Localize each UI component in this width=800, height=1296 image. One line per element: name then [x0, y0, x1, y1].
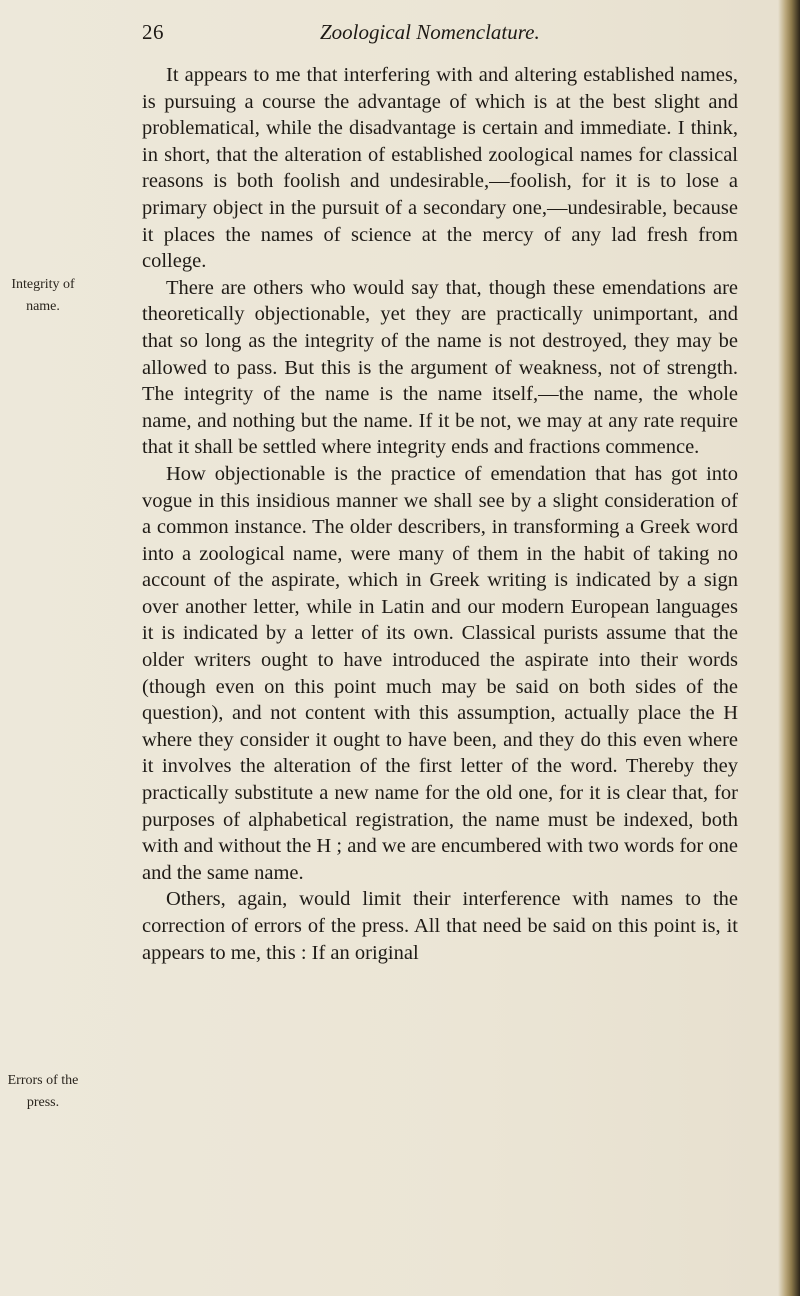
- sidenote-integrity-of-name: Integrity of name.: [11, 277, 75, 314]
- sidenote-errors-of-the-press: Errors of the press.: [7, 1073, 79, 1110]
- paragraph: There are others who would say that, though these emendations are theoretically objectionable, yet they are practically unimportant, and that so long as the integrity of the name is not destroyed, they may be allowed to pass. But this is the argument of weakness, not of strength. The integrity of the name is the name itself,—the name, the whole name, and nothing but the name. If it be not, we may at any rate require that it shall be settled where integrity ends and fractions commence.: [142, 276, 738, 459]
- paragraph: It appears to me that interfering with and altering established names, is pursuing a course the advantage of which is at the best slight and problematical, while the disadvantage is certain and immediate. I think, in short, that the alteration of established zoological names for classical reasons is both foolish and undesirable,—foolish, for it is to lose a primary object in the pursuit of a secondary one,—undesirable, because it places the names of science at the mercy of any lad fresh from college.: [142, 64, 738, 273]
- paragraph: Others, again, would limit their interference with names to the correction of errors of the press. All that need be said on this point is, it appears to me, this : If an original: [142, 888, 738, 964]
- running-title: Zoological Nomenclature.: [320, 20, 540, 44]
- page-header: [142, 20, 742, 52]
- paragraph: How objectionable is the practice of emendation that has got into vogue in this insidious manner we shall see by a slight consideration of a common instance. The older describers, in transforming a Greek word into a zoological name, were many of them in the habit of taking no account of the aspirate, which in Greek writing is indicated by a sign over another letter, while in Latin and our modern European languages it is indicated by a letter of its own. Classical purists assume that the older writers ought to have introduced the aspirate into their words (though even on this point much may be said on both sides of the question), and not content with this assumption, actually place the H where they consider it ought to have been, and they do this even where it involves the alteration of the first letter of the word. Thereby they practically substitute a new name for the old one, for it is clear that, for purposes of alphabetical registration, the name must be indexed, both with and without the H ; and we are encumbered with two words for one and the same name.: [142, 462, 738, 884]
- page-number: 26: [142, 20, 164, 44]
- body-text: [142, 62, 738, 966]
- page-edge-shadow: [778, 0, 800, 1296]
